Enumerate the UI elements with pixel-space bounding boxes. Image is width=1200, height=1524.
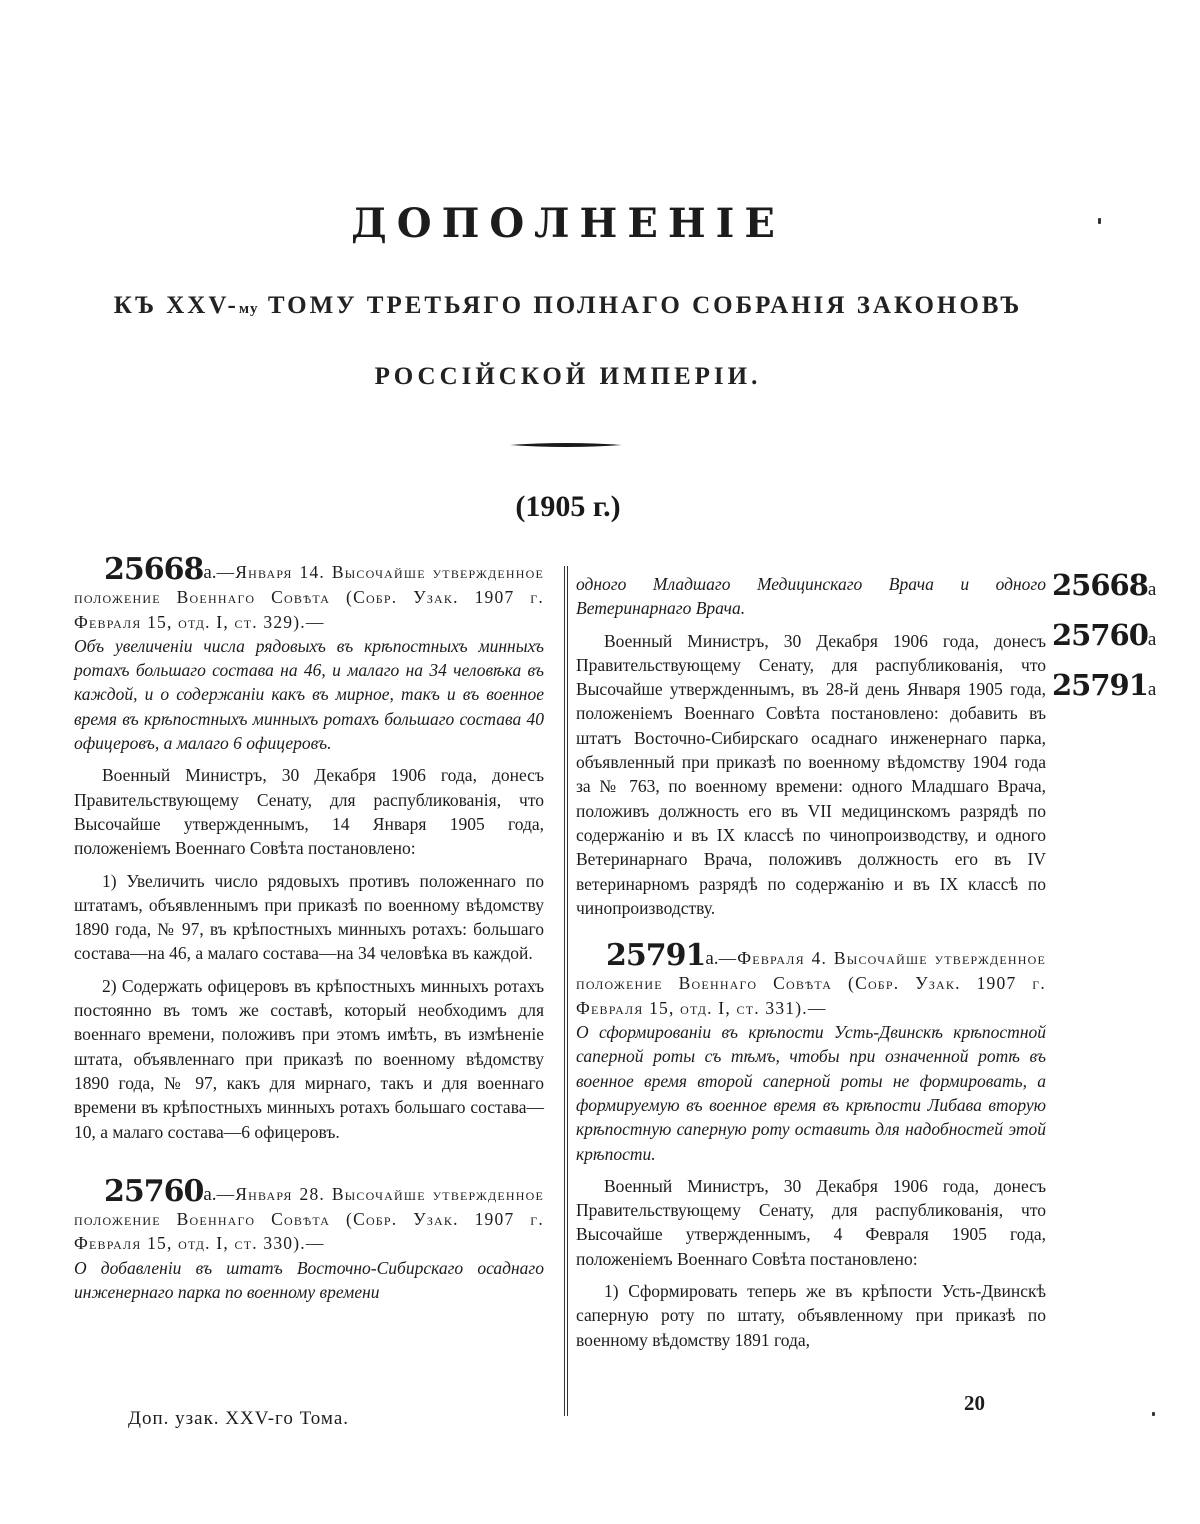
page-number: 20 [964, 1391, 985, 1415]
scan-speck [1152, 1412, 1155, 1416]
margin-number: 25791а [1052, 668, 1156, 702]
year-heading: (1905 г.) [515, 490, 621, 523]
entry-head-text: —Января 14. Высочайше утвержденное положение Военнаго Совѣта (Собр. Узак. 1907 г. Февраля 15, отд. I, ст. 329).— [74, 562, 544, 632]
entry-heading-25760 [74, 1173, 544, 1256]
entry-summary: О сформированіи въ крѣпости Усть-Двинскѣ крѣпостной саперной роты съ тѣмъ, чтобы при означенной ротѣ въ военное время второй саперной роты не формировать, а формируемую въ военное время въ крѣпости Либава вторую крѣпостную саперную роту оставить для надобностей этой крѣпости. [576, 1022, 1046, 1164]
entry-number: 25760 [104, 1173, 204, 1209]
entry-head-text: —Февраля 4. Высочайше утвержденное положение Военнаго Совѣта (Собр. Узак. 1907 г. Февраля 15, отд. I, ст. 331).— [576, 948, 1046, 1018]
page-title: ДОПОЛНЕНІЕ [351, 200, 785, 247]
paragraph: 2) Содержать офицеровъ въ крѣпостныхъ минныхъ ротахъ постоянно въ томъ же составѣ, который необходимъ для военнаго времени, положивъ при этомъ имѣть, въ измѣненіе штата, объявленнаго при приказѣ по военному вѣдомству 1890 года, № 97, какъ для мирнаго, такъ и для военнаго времени въ крѣпостныхъ минныхъ ротахъ большаго состава—10, а малаго состава—6 офицеровъ. [74, 975, 544, 1142]
entry-summary: О добавленіи въ штатъ Восточно-Сибирскаго осаднаго инженернаго парка по военному времени [74, 1257, 544, 1303]
subtitle-line-1 [0, 292, 1136, 320]
entry-head-text: —Января 28. Высочайше утвержденное положение Военнаго Совѣта (Собр. Узак. 1907 г. Февраля 15, отд. I, ст. 330).— [74, 1183, 544, 1254]
subtitle-part-a: КЪ XXV- [113, 292, 239, 319]
entry-summary: Объ увеличеніи числа рядовыхъ въ крѣпостныхъ минныхъ ротахъ большаго состава на 46, и малаго на 34 человѣка въ каждой, и о содержаніи какъ въ мирное, такъ и въ военное время въ крѣпостныхъ минныхъ ротахъ большаго состава 40 офицеровъ, а малаго 6 офицеровъ. [74, 635, 544, 754]
entry-number: 25791 [606, 938, 706, 974]
entry-suffix: а. [203, 562, 217, 583]
subtitle-line-2: РОССІЙСКОЙ ИМПЕРІИ. [374, 363, 762, 390]
right-column [576, 572, 1046, 1360]
scan-speck [1098, 218, 1101, 224]
left-column [74, 552, 544, 1312]
margin-number: 25760а [1052, 618, 1156, 652]
decorative-rule [510, 442, 622, 448]
paragraph: Военный Министръ, 30 Декабря 1906 года, донесъ Правительствующему Сенату, для распубликованія, что Высочайше утвержденнымъ, 4 Февраля 1905 года, положеніемъ Военнаго Совѣта постановлено: [576, 1175, 1046, 1269]
column-divider [564, 566, 568, 1416]
footer-signature: Доп. узак. XXV-го Тома. [128, 1408, 350, 1429]
paragraph: 1) Увеличить число рядовыхъ противъ положеннаго по штатамъ, объявленнымъ при приказѣ по военному вѣдомству 1890 года, № 97, въ крѣпостныхъ минныхъ ротахъ: большаго состава—на 46, а малаго состава—на 34 человѣка въ каждой. [74, 870, 544, 964]
entry-number: 25668 [104, 552, 204, 587]
subtitle-superscript: му [238, 301, 259, 317]
entry-summary-continued: одного Младшаго Медицинскаго Врача и одного Ветеринарнаго Врача. [576, 574, 1046, 619]
subtitle-part-b: ТОМУ ТРЕТЬЯГО ПОЛНАГО СОБРАНІЯ ЗАКОНОВЪ [258, 292, 1023, 319]
entry-suffix: а. [203, 1183, 217, 1205]
entry-suffix: а. [705, 948, 719, 970]
paragraph: 1) Сформировать теперь же въ крѣпости Усть-Двинскѣ саперную роту по штату, объявленному при приказѣ по военному вѣдомству 1891 года, [576, 1281, 1046, 1350]
margin-number: 25668а [1052, 568, 1156, 602]
entry-heading-25791 [576, 938, 1046, 1020]
paragraph: Военный Министръ, 30 Декабря 1906 года, донесъ Правительствующему Сенату, для распубликованія, что Высочайше утвержденнымъ, въ 28-й день Января 1905 года, положеніемъ Военнаго Совѣта постановлено: добавить въ штатъ Восточно-Сибирскаго осаднаго инженернаго парка, объявленный при приказѣ по военному вѣдомству 1904 года за № 763, по военному времени: одного Младшаго Врача, положивъ должность его въ VII медицинскомъ разрядѣ по содержанію и въ IX классѣ по чинопроизводству, и одного Ветеринарнаго Врача, положивъ должность его въ IV ветеринарномъ разрядѣ по содержанію и въ IX классѣ по чинопроизводству. [576, 630, 1046, 918]
margin-entry-numbers [1052, 568, 1192, 718]
entry-heading-25668 [74, 552, 544, 634]
paragraph: Военный Министръ, 30 Декабря 1906 года, донесъ Правительствующему Сенату, для распубликованія, что Высочайше утвержденнымъ, 14 Января 1905 года, положеніемъ Военнаго Совѣта постановлено: [74, 765, 544, 859]
